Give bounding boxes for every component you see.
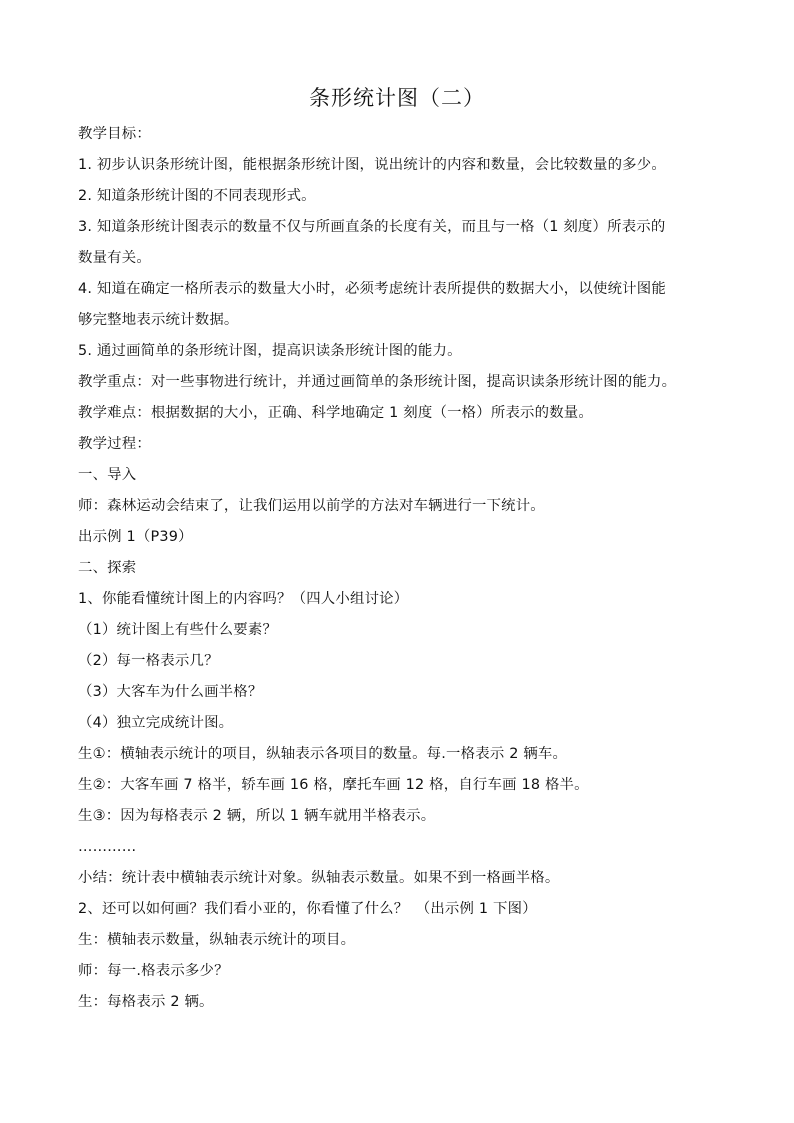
objective-4: 4. 知道在确定一格所表示的数量大小时，必须考虑统计表所提供的数据大小，以使统计图能	[78, 281, 666, 297]
ellipsis: …………	[78, 839, 137, 855]
student-answer: 生：每格表示 2 辆。	[78, 994, 214, 1010]
objective-3: 3. 知道条形统计图表示的数量不仅与所画直条的长度有关，而且与一格（1 刻度）所表示的	[78, 219, 666, 235]
section-heading-process: 教学过程：	[78, 436, 151, 452]
student-answer: 生③：因为每格表示 2 辆，所以 1 辆车就用半格表示。	[78, 808, 436, 824]
objective-2: 2. 知道条形统计图的不同表现形式。	[78, 188, 316, 204]
paragraph-line: 出示例 1（P39）	[78, 529, 193, 545]
difficult-point: 教学难点：根据数据的大小，正确、科学地确定 1 刻度（一格）所表示的数量。	[78, 405, 593, 421]
teacher-question: 师：每一.格表示多少？	[78, 963, 229, 979]
objective-1: 1. 初步认识条形统计图，能根据条形统计图，说出统计的内容和数量，会比较数量的多少。	[78, 157, 666, 173]
key-point: 教学重点：对一些事物进行统计，并通过画简单的条形统计图，提高识读条形统计图的能力。	[78, 374, 677, 390]
section-heading-objectives: 教学目标：	[78, 126, 151, 142]
page-title: 条形统计图（二）	[309, 86, 485, 110]
part-2-heading: 二、探索	[78, 560, 137, 576]
sub-question: （3）大客车为什么画半格？	[78, 684, 263, 700]
question-1: 1、你能看懂统计图上的内容吗？（四人小组讨论）	[78, 591, 409, 607]
objective-3-cont: 数量有关。	[78, 250, 151, 266]
sub-question: （1）统计图上有些什么要素？	[78, 622, 278, 638]
sub-question: （4）独立完成统计图。	[78, 715, 234, 731]
student-answer: 生①：横轴表示统计的项目，纵轴表示各项目的数量。每.一格表示 2 辆车。	[78, 746, 568, 762]
student-answer: 生②：大客车画 7 格半，轿车画 16 格，摩托车画 12 格，自行车画 18 格半。	[78, 777, 589, 793]
summary: 小结：统计表中横轴表示统计对象。纵轴表示数量。如果不到一格画半格。	[78, 870, 560, 886]
objective-5: 5. 通过画简单的条形统计图，提高识读条形统计图的能力。	[78, 343, 462, 359]
sub-question: （2）每一格表示几？	[78, 653, 219, 669]
part-1-heading: 一、导入	[78, 467, 137, 483]
question-2: 2、还可以如何画？我们看小亚的，你看懂了什么？ （出示例 1 下图）	[78, 901, 537, 917]
objective-4-cont: 够完整地表示统计数据。	[78, 312, 239, 328]
paragraph-line: 师：森林运动会结束了，让我们运用以前学的方法对车辆进行一下统计。	[78, 498, 545, 514]
student-answer: 生：横轴表示数量，纵轴表示统计的项目。	[78, 932, 356, 948]
